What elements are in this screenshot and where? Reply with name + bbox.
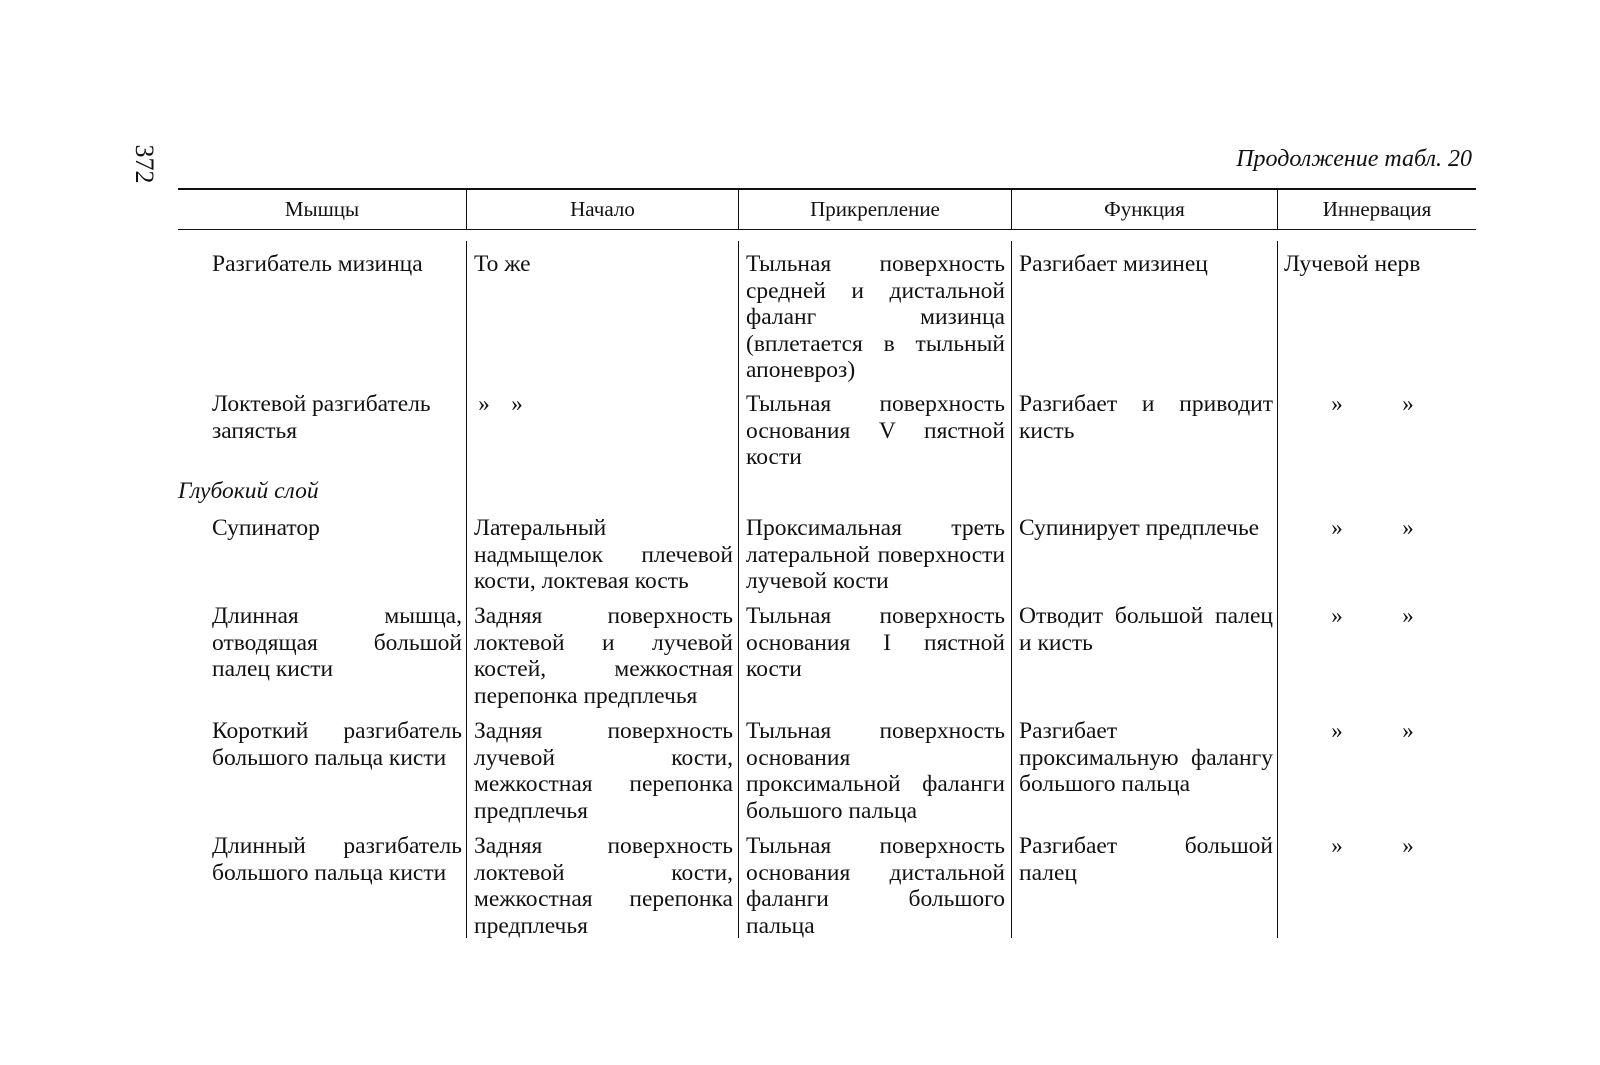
muscle-origin: Латеральный надмыщелок плечевой кости, локтевая кость: [474, 515, 733, 594]
muscle-name: Длинный разгибатель большого пальца кисти: [212, 833, 462, 886]
ditto-mark: »: [1331, 833, 1343, 858]
muscle-origin: Задняя поверхность локтевой и лучевой костей, межкостная перепонка предплечья: [474, 603, 733, 709]
column-divider: [1277, 241, 1278, 938]
column-divider: [738, 241, 739, 938]
ditto-mark: »: [1402, 603, 1414, 628]
muscle-function: Разгибает большой палец: [1019, 833, 1273, 886]
header-origin: Начало: [570, 197, 635, 221]
table-caption: Продолжение табл. 20: [1236, 146, 1472, 172]
ditto-mark: »: [1331, 603, 1343, 628]
header-function: Функция: [1104, 197, 1185, 221]
muscle-origin: То же: [474, 251, 531, 277]
section-label: Глубокий слой: [178, 478, 319, 504]
muscle-origin: Задняя поверхность лучевой кости, межкостная перепонка предплечья: [474, 718, 733, 824]
muscle-insertion: Тыльная поверхность основания проксимальной фаланги большого пальца: [746, 718, 1005, 824]
muscle-insertion: Тыльная поверхность основания I пястной кости: [746, 603, 1005, 682]
muscle-name: Локтевой разгибатель запястья: [212, 391, 431, 444]
muscle-insertion: Тыльная поверхность средней и дистальной фаланг мизинца (вплетается в тыльный апоневроз): [746, 251, 1005, 383]
ditto-mark: »: [1331, 718, 1343, 743]
page-number: 372: [130, 144, 159, 184]
muscle-name: Длинная мышца, отводящая большой палец кисти: [212, 603, 462, 682]
ditto-mark: »: [1331, 391, 1343, 416]
ditto-mark: »: [1402, 718, 1414, 743]
muscle-name: Разгибатель мизинца: [212, 251, 423, 277]
ditto-mark: »: [1331, 515, 1343, 540]
header-muscles: Мышцы: [284, 197, 360, 221]
muscle-function: Отводит большой палец и кисть: [1019, 603, 1273, 656]
muscle-function: Разгибает мизинец: [1019, 251, 1208, 277]
muscle-origin: Задняя поверхность локтевой кости, межкостная перепонка предплечья: [474, 833, 733, 939]
muscle-insertion: Тыльная поверхность основания V пястной кости: [746, 391, 1005, 470]
ditto-mark: »: [511, 391, 523, 416]
column-divider: [466, 241, 467, 938]
ditto-mark: »: [478, 391, 490, 416]
muscle-innervation: Лучевой нерв: [1284, 251, 1421, 277]
table-header-rule: [178, 229, 1476, 230]
muscle-name: Супинатор: [212, 515, 320, 541]
muscle-insertion: Тыльная поверхность основания дистальной фаланги большого пальца: [746, 833, 1005, 939]
muscle-name: Короткий разгибатель большого пальца кисти: [212, 718, 462, 771]
ditto-mark: »: [1402, 833, 1414, 858]
ditto-mark: »: [1402, 391, 1414, 416]
muscle-function: Супинирует предплечье: [1019, 515, 1260, 541]
muscle-insertion: Проксимальная треть латеральной поверхности лучевой кости: [746, 515, 1005, 594]
header-insertion: Прикрепление: [810, 197, 940, 221]
muscle-function: Разгибает проксимальную фалангу большого пальца: [1019, 718, 1273, 797]
header-innervation: Иннервация: [1322, 197, 1432, 221]
muscle-function: Разгибает и приводит кисть: [1019, 391, 1273, 444]
ditto-mark: »: [1402, 515, 1414, 540]
column-divider: [1011, 241, 1012, 938]
